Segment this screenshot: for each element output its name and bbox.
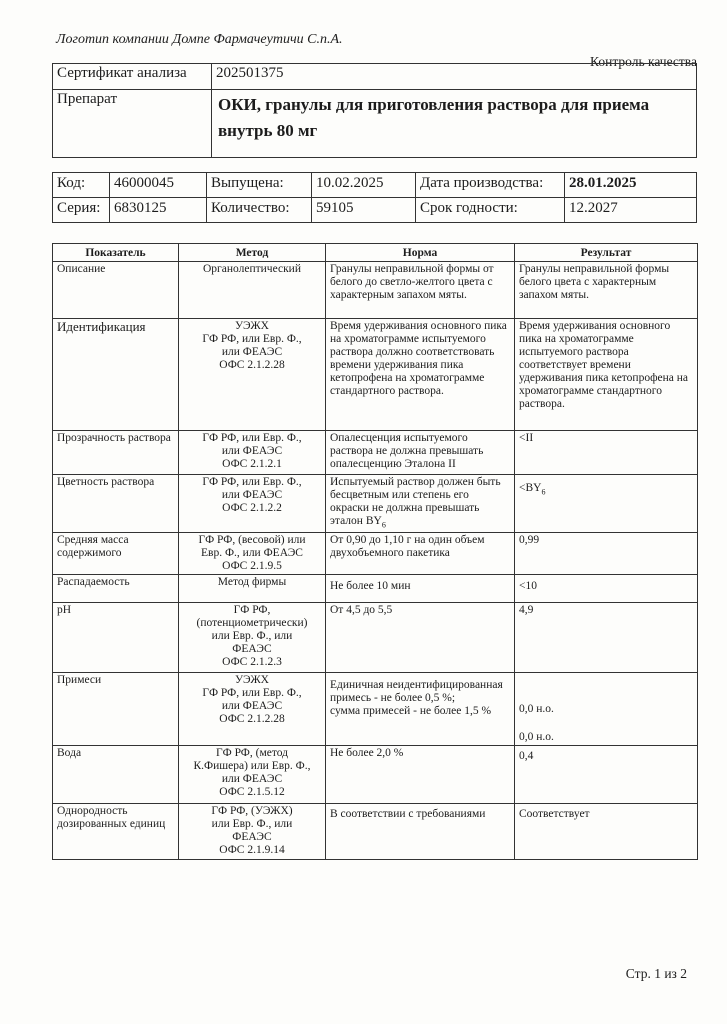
norm-subscript: 6 bbox=[381, 520, 386, 530]
indicator-cell: Прозрачность раствора bbox=[53, 431, 179, 475]
norm-cell: Опалесценция испытуемого раствора не должна превышать опалесценцию Эталона II bbox=[326, 431, 515, 475]
result-cell: Время удерживания основного пика на хроматограмме испытуемого раствора соответствует времени удерживания пика кетопрофена на хроматограмме стандартного раствора. bbox=[515, 319, 698, 431]
result-line: 0,0 н.о. bbox=[519, 703, 554, 716]
result-text: <BY bbox=[519, 482, 542, 494]
certificate-number: 202501375 bbox=[212, 64, 697, 90]
norm-cell: Гранулы неправильной формы от белого до светло-желтого цвета с характерным запахом мяты. bbox=[326, 262, 515, 319]
norm-cell: От 4,5 до 5,5 bbox=[326, 603, 515, 673]
batch-info-table bbox=[52, 172, 697, 223]
result-cell bbox=[515, 475, 698, 533]
indicator-cell: pH bbox=[53, 603, 179, 673]
norm-cell: Не более 2,0 % bbox=[326, 746, 515, 804]
header-result: Результат bbox=[515, 244, 698, 262]
department-label: Контроль качества bbox=[590, 54, 697, 69]
result-line: 0,0 н.о. bbox=[519, 731, 554, 744]
method-cell: ГФ РФ, (метод К.Фишера) или Евр. Ф., или ФЕАЭС ОФС 2.1.5.12 bbox=[179, 746, 326, 804]
series-label: Серия: bbox=[53, 198, 110, 223]
result-cell: 4,9 bbox=[515, 603, 698, 673]
result-cell: Соответствует bbox=[515, 804, 698, 860]
header-indicator: Показатель bbox=[53, 244, 179, 262]
method-cell: ГФ РФ, или Евр. Ф., или ФЕАЭС ОФС 2.1.2.1 bbox=[179, 431, 326, 475]
quantity-value: 59105 bbox=[312, 198, 416, 223]
method-cell: Органолептический bbox=[179, 262, 326, 319]
method-cell: ГФ РФ, (УЭЖХ) или Евр. Ф., или ФЕАЭС ОФС 2.1.9.14 bbox=[179, 804, 326, 860]
method-cell: ГФ РФ, (весовой) или Евр. Ф., или ФЕАЭС ОФС 2.1.9.5 bbox=[179, 533, 326, 575]
series-value: 6830125 bbox=[110, 198, 207, 223]
code-label: Код: bbox=[53, 173, 110, 198]
indicator-cell: Цветность раствора bbox=[53, 475, 179, 533]
header-norm: Норма bbox=[326, 244, 515, 262]
released-label: Выпущена: bbox=[207, 173, 312, 198]
table-row bbox=[53, 673, 698, 746]
table-row bbox=[53, 319, 698, 431]
table-row bbox=[53, 575, 698, 603]
indicator-cell: Примеси bbox=[53, 673, 179, 746]
indicator-cell: Идентификация bbox=[53, 319, 179, 431]
certificate-header-table bbox=[52, 63, 697, 158]
table-row bbox=[53, 262, 698, 319]
production-date-value: 28.01.2025 bbox=[565, 173, 697, 198]
production-date-label: Дата производства: bbox=[416, 173, 565, 198]
norm-cell: В соответствии с требованиями bbox=[326, 804, 515, 860]
indicator-cell: Описание bbox=[53, 262, 179, 319]
method-cell: УЭЖХ ГФ РФ, или Евр. Ф., или ФЕАЭС ОФС 2.1.2.28 bbox=[179, 319, 326, 431]
released-value: 10.02.2025 bbox=[312, 173, 416, 198]
method-cell: УЭЖХ ГФ РФ, или Евр. Ф., или ФЕАЭС ОФС 2.1.2.28 bbox=[179, 673, 326, 746]
expiry-value: 12.2027 bbox=[565, 198, 697, 223]
table-row bbox=[53, 804, 698, 860]
result-cell: 0,99 bbox=[515, 533, 698, 575]
drug-label: Препарат bbox=[53, 90, 212, 158]
norm-cell bbox=[326, 475, 515, 533]
results-table bbox=[52, 243, 698, 860]
table-row bbox=[53, 603, 698, 673]
norm-cell: От 0,90 до 1,10 г на один объем двухобъемного пакетика bbox=[326, 533, 515, 575]
indicator-cell: Распадаемость bbox=[53, 575, 179, 603]
code-value: 46000045 bbox=[110, 173, 207, 198]
result-cell bbox=[515, 673, 698, 746]
expiry-label: Срок годности: bbox=[416, 198, 565, 223]
method-cell: ГФ РФ, или Евр. Ф., или ФЕАЭС ОФС 2.1.2.2 bbox=[179, 475, 326, 533]
norm-cell: Единичная неидентифицированная примесь - не более 0,5 %; сумма примесей - не более 1,5 % bbox=[326, 673, 515, 746]
norm-cell: Время удерживания основного пика на хроматограмме испытуемого раствора должно соответствовать времени удерживания пика кетопрофена на хроматограмме стандартного раствора. bbox=[326, 319, 515, 431]
company-logo-text: Логотип компании Домпе Фармачеутичи С.п.А. bbox=[56, 32, 343, 47]
result-subscript: 6 bbox=[541, 487, 546, 497]
table-row bbox=[53, 475, 698, 533]
indicator-cell: Вода bbox=[53, 746, 179, 804]
result-cell: Гранулы неправильной формы белого цвета с характерным запахом мяты. bbox=[515, 262, 698, 319]
table-row bbox=[53, 431, 698, 475]
quantity-label: Количество: bbox=[207, 198, 312, 223]
method-cell: Метод фирмы bbox=[179, 575, 326, 603]
table-row bbox=[53, 533, 698, 575]
result-cell: 0,4 bbox=[515, 746, 698, 804]
header-method: Метод bbox=[179, 244, 326, 262]
norm-cell: Не более 10 мин bbox=[326, 575, 515, 603]
drug-name: ОКИ, гранулы для приготовления раствора для приема внутрь 80 мг bbox=[212, 90, 697, 158]
indicator-cell: Средняя масса содержимого bbox=[53, 533, 179, 575]
certificate-label: Сертификат анализа bbox=[53, 64, 212, 90]
result-cell: <10 bbox=[515, 575, 698, 603]
page-number: Стр. 1 из 2 bbox=[625, 966, 687, 981]
norm-text: Испытуемый раствор должен быть бесцветным или степень его окраски не должна превышать эталон BY bbox=[330, 476, 501, 527]
table-row bbox=[53, 746, 698, 804]
indicator-cell: Однородность дозированных единиц bbox=[53, 804, 179, 860]
result-cell: <II bbox=[515, 431, 698, 475]
method-cell: ГФ РФ, (потенциометрически) или Евр. Ф., или ФЕАЭС ОФС 2.1.2.3 bbox=[179, 603, 326, 673]
